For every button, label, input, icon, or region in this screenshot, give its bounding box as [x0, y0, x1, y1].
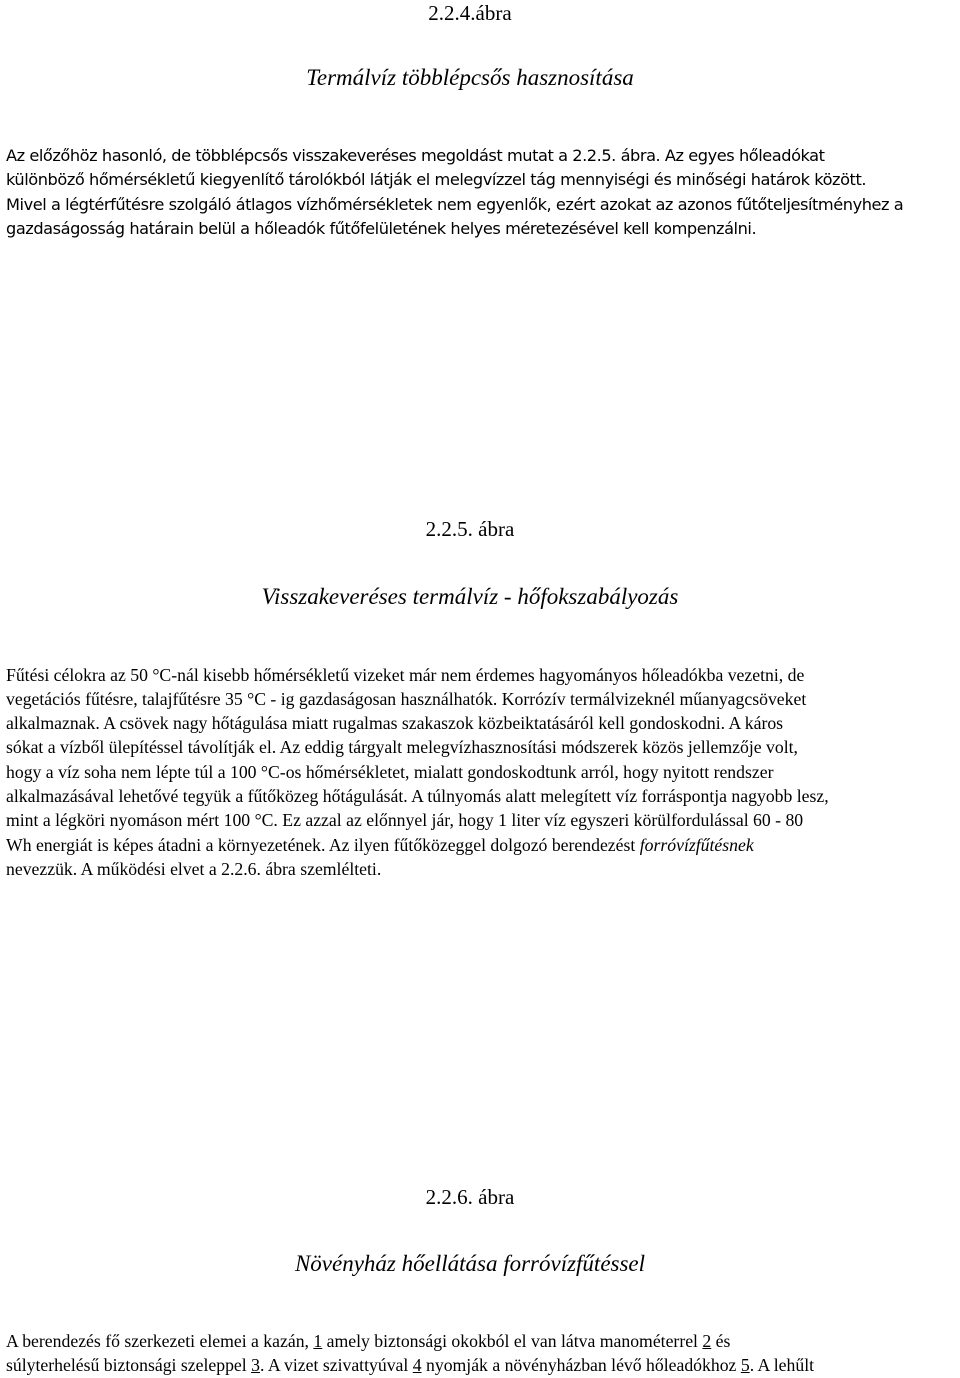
- paragraph-text: Wh energiát is képes átadni a környezetének. Az ilyen fűtőközeggel dolgozó berendezést: [6, 835, 640, 855]
- paragraph-line: [6, 1329, 730, 1354]
- paragraph-line: Fűtési célokra az 50 °C-nál kisebb hőmérsékletű vizeket már nem érdemes hagyományos hőleadókba vezetni, de: [6, 665, 805, 685]
- figure-number-2-2-5: 2.2.5. ábra: [425, 517, 515, 541]
- paragraph-text: amely biztonsági okokból el van látva manométerrel: [322, 1331, 703, 1351]
- reference-number: 5: [740, 1355, 750, 1375]
- paragraph-text: . A vizet szivattyúval: [259, 1355, 413, 1375]
- paragraph-line: sókat a vízből ülepítéssel távolítják el. Az eddig tárgyalt melegvízhasznosítási módszerek közös jellemzője volt,: [6, 737, 798, 757]
- paragraph-line: alkalmaznak. A csövek nagy hőtágulása miatt rugalmas szakaszok közbeiktatásáról kell gondoskodni. A káros: [6, 713, 784, 733]
- reference-number: 2: [702, 1331, 712, 1351]
- paragraph-text: és: [711, 1331, 731, 1351]
- paragraph-text: nyomják a növényházban lévő hőleadókhoz: [421, 1355, 741, 1375]
- paragraph-line: gazdaságosság határain belül a hőleadók fűtőfelületének helyes méretezésével kell kompenzálni.: [6, 219, 757, 238]
- reference-number: 4: [412, 1355, 422, 1375]
- paragraph-line: Az előzőhöz hasonló, de többlépcsős visszakeveréses megoldást mutat a 2.2.5. ábra. Az egyes hőleadókat: [6, 146, 825, 165]
- figure-title-2-2-5: Visszakeveréses termálvíz - hőfokszabályozás: [261, 584, 679, 609]
- figure-number-2-2-6: 2.2.6. ábra: [425, 1185, 515, 1209]
- paragraph-line: vegetációs fűtésre, talajfűtésre 35 °C - ig gazdaságosan használhatók. Korrózív termálvizeknél műanyagcsöveket: [6, 689, 807, 709]
- paragraph-line: [6, 1353, 814, 1378]
- paragraph-line: alkalmazásával lehetővé tegyük a fűtőközeg hőtágulását. A túlnyomás alatt melegített víz forráspontja nagyobb lesz,: [6, 786, 829, 806]
- reference-number: 3: [251, 1355, 260, 1375]
- paragraph-line: [6, 833, 754, 858]
- paragraph-text: . A lehűlt: [749, 1355, 815, 1375]
- figure-title-2-2-4: Termálvíz többlépcsős hasznosítása: [306, 65, 634, 90]
- reference-number: 1: [313, 1331, 323, 1351]
- paragraph-line: Mivel a légtérfűtésre szolgáló átlagos vízhőmérsékletek nem egyenlők, ezért azokat az azonos fűtőteljesítményhez a: [6, 195, 904, 214]
- figure-title-2-2-6: Növényház hőellátása forróvízfűtéssel: [294, 1251, 646, 1276]
- paragraph-line: mint a légköri nyomáson mért 100 °C. Ez azzal az előnnyel jár, hogy 1 liter víz egyszeri körülfordulással 60 - 80: [6, 810, 804, 830]
- paragraph-line: hogy a víz soha nem lépte túl a 100 °C-os hőmérsékletet, mialatt gondoskodtunk arról, hogy nyitott rendszer: [6, 762, 774, 782]
- figure-number-2-2-4: 2.2.4.ábra: [428, 1, 512, 25]
- paragraph-text: A berendezés fő szerkezeti elemei a kazán,: [6, 1331, 314, 1351]
- paragraph-text: súlyterhelésű biztonsági szeleppel: [6, 1355, 252, 1375]
- italic-term: forróvízfűtésnek: [639, 835, 754, 855]
- paragraph-line: különböző hőmérsékletű kiegyenlítő tárolókból látják el melegvízzel tág mennyiségi és minőségi határok között.: [6, 170, 867, 189]
- paragraph-line: nevezzük. A működési elvet a 2.2.6. ábra szemlélteti.: [6, 859, 382, 879]
